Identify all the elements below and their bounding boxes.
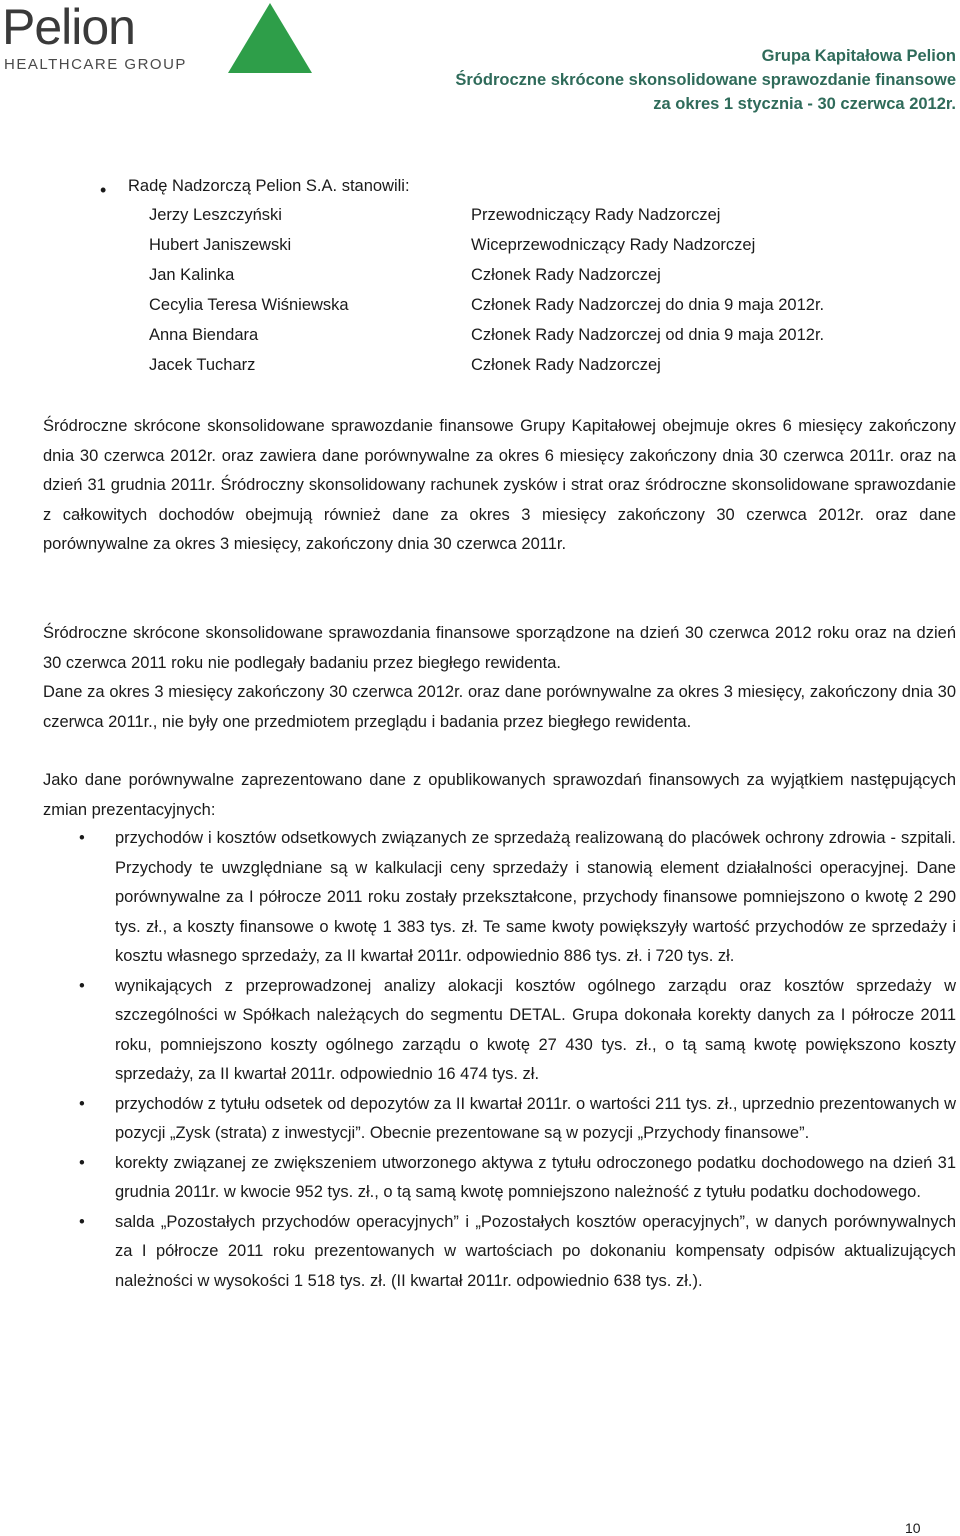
list-item bbox=[79, 972, 956, 1090]
header-company: Grupa Kapitałowa Pelion bbox=[761, 47, 956, 65]
list-item-text: salda „Pozostałych przychodów operacyjnych” i „Pozostałych kosztów operacyjnych”, w danych porównywalnych za I półrocze 2011 roku prezentowanych w wartościach po dokonaniu kompensaty odpisów aktualizujących należności w wysokości 1 518 tys. zł. (II kwartał 2011r. odpowiednio 638 tys. zł.). bbox=[115, 1212, 956, 1290]
paragraph-audit bbox=[43, 619, 956, 737]
changes-list bbox=[79, 824, 956, 1296]
bullet-icon: • bbox=[79, 976, 85, 995]
paragraph-audit-part2: Dane za okres 3 miesięcy zakończony 30 czerwca 2012r. oraz dane porównywalne za okres 3 miesięcy, zakończony dnia 30 czerwca 2011r., nie były one przedmiotem przeglądu i badania przez biegłego rewidenta. bbox=[43, 683, 956, 731]
bullet-icon: • bbox=[79, 1153, 85, 1172]
header-period: za okres 1 stycznia - 30 czerwca 2012r. bbox=[653, 95, 956, 113]
member-role: Członek Rady Nadzorczej od dnia 9 maja 2012r. bbox=[471, 326, 825, 344]
member-role: Członek Rady Nadzorczej do dnia 9 maja 2012r. bbox=[471, 296, 825, 314]
member-name: Anna Biendara bbox=[149, 326, 259, 344]
list-item bbox=[79, 824, 956, 972]
member-name: Hubert Janiszewski bbox=[149, 236, 292, 254]
bullet-icon: • bbox=[100, 180, 107, 200]
paragraph-comparatives: Jako dane porównywalne zaprezentowano dane z opublikowanych sprawozdań finansowych za wyjątkiem następujących zmian prezentacyjnych: bbox=[43, 771, 956, 819]
document-header bbox=[455, 44, 956, 116]
member-role: Członek Rady Nadzorczej bbox=[471, 266, 661, 284]
member-role: Wiceprzewodniczący Rady Nadzorczej bbox=[471, 236, 756, 254]
list-item-text: przychodów z tytułu odsetek od depozytów za II kwartał 2011r. o wartości 211 tys. zł., uprzednio prezentowanych w pozycji „Zysk (strata) z inwestycji”. Obecnie prezentowane są w pozycji „Przychody finansowe”. bbox=[115, 1094, 956, 1142]
pelion-logo bbox=[0, 0, 320, 80]
board-intro: Radę Nadzorczą Pelion S.A. stanowili: bbox=[128, 177, 410, 195]
logo-triangle-icon bbox=[228, 3, 312, 73]
logo-subtitle: HEALTHCARE GROUP bbox=[4, 56, 187, 73]
member-name: Cecylia Teresa Wiśniewska bbox=[149, 296, 349, 314]
header-report-title: Śródroczne skrócone skonsolidowane sprawozdanie finansowe bbox=[455, 71, 956, 89]
list-item bbox=[79, 1090, 956, 1149]
member-name: Jacek Tucharz bbox=[149, 356, 256, 374]
member-name: Jerzy Leszczyński bbox=[149, 206, 282, 224]
list-item-text: wynikających z przeprowadzonej analizy alokacji kosztów ogólnego zarządu oraz kosztów sprzedaży w szczególności w Spółkach należących do segmentu DETAL. Grupa dokonała korekty danych za I półrocze 2011 roku, pomniejszono koszty ogólnego zarządu o kwotę 27 430 tys. zł., o tą samą kwotę powiększono koszty sprzedaży, za II kwartał 2011r. odpowiednio 16 474 tys. zł. bbox=[115, 976, 956, 1083]
member-name: Jan Kalinka bbox=[149, 266, 235, 284]
list-item-text: korekty związanej ze zwiększeniem utworzonego aktywa z tytułu odroczonego podatku dochodowego na dzień 31 grudnia 2011r. w kwocie 952 tys. zł., o tą samą kwotę pomniejszono należność z tytułu podatku dochodowego. bbox=[115, 1153, 956, 1201]
member-role: Członek Rady Nadzorczej bbox=[471, 356, 661, 374]
paragraph-scope: Śródroczne skrócone skonsolidowane sprawozdanie finansowe Grupy Kapitałowej obejmuje okres 6 miesięcy zakończony dnia 30 czerwca 2012r. oraz zawiera dane porównywalne za okres 6 miesięcy zakończony dnia 30 czerwca 2011r. oraz na dzień 31 grudnia 2011r. Śródroczny skonsolidowany rachunek zysków i strat oraz śródroczne skonsolidowane sprawozdanie z całkowitych dochodów obejmują również dane za okres 3 miesięcy zakończony 30 czerwca 2012r. oraz dane porównywalne za okres 3 miesięcy, zakończony dnia 30 czerwca 2011r. bbox=[43, 417, 956, 553]
paragraph-audit-part1: Śródroczne skrócone skonsolidowane sprawozdania finansowe sporządzone na dzień 30 czerwca 2012 roku oraz na dzień 30 czerwca 2011 roku nie podlegały badaniu przez biegłego rewidenta. bbox=[43, 624, 956, 672]
list-item bbox=[79, 1149, 956, 1208]
bullet-icon: • bbox=[79, 829, 85, 847]
logo-wordmark: Pelion bbox=[2, 0, 135, 55]
bullet-icon: • bbox=[79, 1094, 85, 1113]
member-role: Przewodniczący Rady Nadzorczej bbox=[471, 206, 721, 224]
list-item-text: przychodów i kosztów odsetkowych związanych ze sprzedażą realizowaną do placówek ochrony zdrowia - szpitali. Przychody te uwzględniane są w kalkulacji ceny sprzedaży i stanowią element działalności operacyjnej. Dane porównywalne za I półrocze 2011 roku zostały przekształcone, przychody finansowe pomniejszono o kwotę 2 290 tys. zł., a koszty finansowe o kwotę 1 383 tys. zł. Te same kwoty powiększyły wartość przychodów ze sprzedaży i kosztu własnego sprzedaży, za II kwartał 2011r. odpowiednio 886 tys. zł. i 720 tys. zł. bbox=[115, 829, 956, 965]
page-number: 10 bbox=[905, 1520, 921, 1536]
list-item bbox=[79, 1208, 956, 1297]
bullet-icon: • bbox=[79, 1212, 85, 1231]
